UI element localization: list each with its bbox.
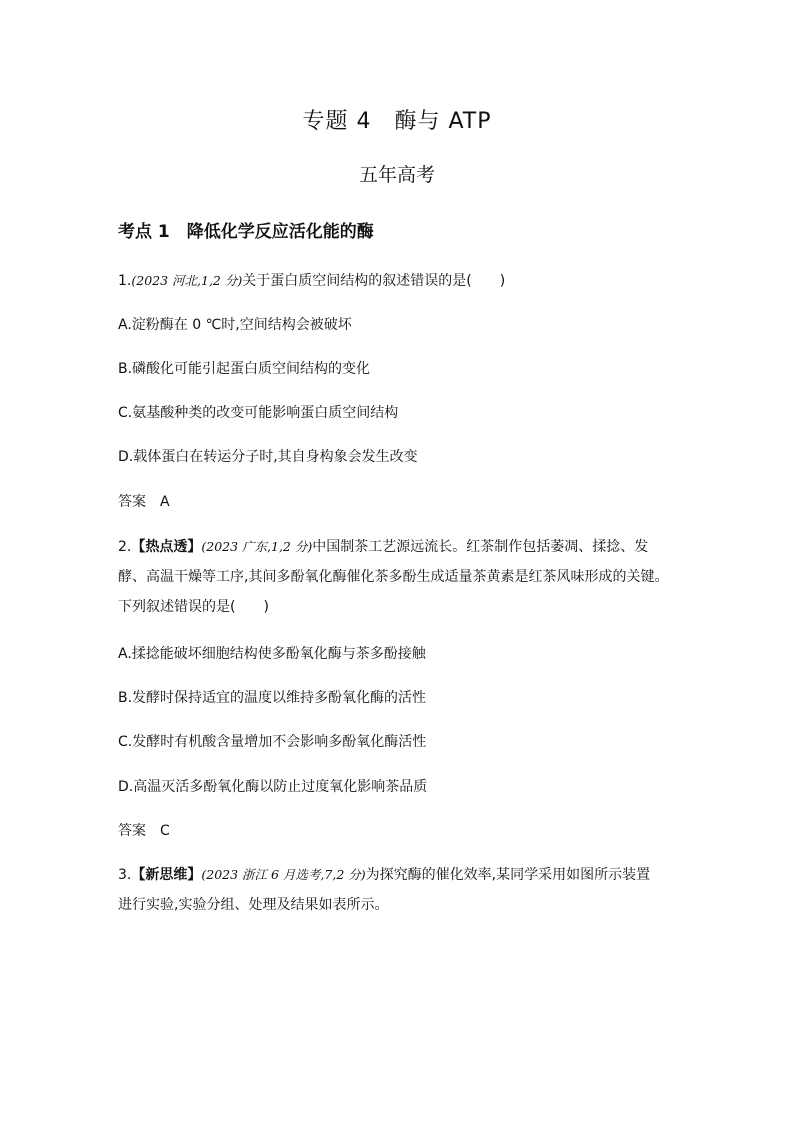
q2-answer: 答案 C <box>118 823 170 839</box>
q2-stem-line1 <box>118 536 648 556</box>
q2-stem-line3: 下列叙述错误的是( ) <box>118 599 269 615</box>
q3-stem-text-1: 为探究酶的催化效率,某同学采用如图所示装置 <box>365 867 651 883</box>
q1-stem-text: 关于蛋白质空间结构的叙述错误的是( ) <box>242 273 506 289</box>
q3-source: (2023 浙江 6 月选考,7,2 分) <box>201 867 366 882</box>
page-title: 专题 4 酶与 ATP <box>302 109 492 134</box>
q1-option-d: D.载体蛋白在转运分子时,其自身构象会发生改变 <box>118 449 418 465</box>
q1-option-c: C.氨基酸种类的改变可能影响蛋白质空间结构 <box>118 405 399 421</box>
page-subtitle: 五年高考 <box>358 164 435 186</box>
q2-tag: 【热点透】 <box>131 539 202 555</box>
section-heading: 考点 1 降低化学反应活化能的酶 <box>118 222 374 242</box>
q1-answer: 答案 A <box>118 494 170 510</box>
q2-option-c: C.发酵时有机酸含量增加不会影响多酚氧化酶活性 <box>118 734 427 750</box>
q1-option-a: A.淀粉酶在 0 ℃时,空间结构会被破坏 <box>118 317 352 333</box>
q3-stem-line1 <box>118 864 650 884</box>
q2-option-d: D.高温灭活多酚氧化酶以防止过度氧化影响茶品质 <box>118 779 428 795</box>
q2-stem-line2: 酵、高温干燥等工序,其间多酚氧化酶催化茶多酚生成适量茶黄素是红茶风味形成的关键。 <box>118 569 669 585</box>
q1-source: (2023 河北,1,2 分) <box>131 273 243 288</box>
q3-stem-line2: 进行实验,实验分组、处理及结果如表所示。 <box>118 897 389 913</box>
q1-number: 1. <box>118 273 132 289</box>
q3-number: 3. <box>118 867 132 883</box>
q2-stem-text-1: 中国制茶工艺源远流长。红茶制作包括萎凋、揉捻、发 <box>312 539 649 555</box>
q2-option-a: A.揉捻能破坏细胞结构使多酚氧化酶与茶多酚接触 <box>118 646 426 662</box>
q2-option-b: B.发酵时保持适宜的温度以维持多酚氧化酶的活性 <box>118 690 427 706</box>
q2-number: 2. <box>118 539 132 555</box>
q1-stem <box>118 270 505 290</box>
q2-source: (2023 广东,1,2 分) <box>201 539 313 554</box>
q3-tag: 【新思维】 <box>131 867 202 883</box>
q1-option-b: B.磷酸化可能引起蛋白质空间结构的变化 <box>118 361 371 377</box>
